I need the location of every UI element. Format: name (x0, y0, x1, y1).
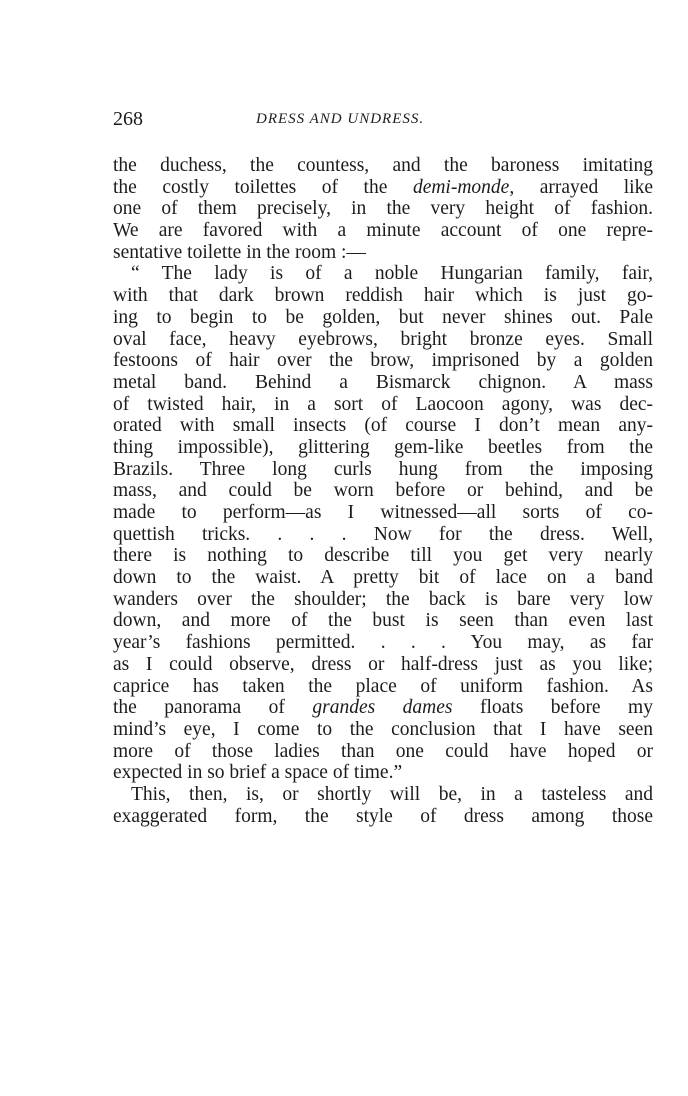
text-line (113, 480, 653, 502)
running-header (113, 108, 653, 134)
italic-text: grandes dames (312, 697, 453, 719)
text-segment: quettish tricks. . . . Now for the dress. Well, (113, 523, 653, 545)
text-line (113, 806, 653, 828)
text-segment: one of them precisely, in the very height of fashion. (113, 198, 653, 220)
text-segment: sentative toilette in the room :— (113, 241, 366, 263)
text-segment: with that dark brown reddish hair which is just go- (113, 285, 653, 307)
text-segment: of twisted hair, in a sort of Laocoon agony, was dec- (113, 393, 653, 415)
text-segment: the costly toilettes of the (113, 176, 413, 198)
text-line (113, 437, 653, 459)
text-segment: made to perform—as I witnessed—all sorts of co- (113, 502, 653, 523)
text-segment: as I could observe, dress or half-dress just as you like; (113, 653, 653, 675)
text-line (113, 632, 653, 654)
text-line (113, 676, 653, 698)
text-segment: festoons of hair over the brow, imprisoned by a golden (113, 350, 653, 372)
text-line (113, 394, 653, 416)
text-line (113, 567, 653, 589)
text-line (113, 415, 653, 437)
text-line (113, 545, 653, 567)
text-segment: orated with small insects (of course I don’t mean any- (113, 415, 653, 437)
text-line (113, 350, 653, 372)
text-segment: down, and more of the bust is seen than even last (113, 610, 653, 632)
text-line (113, 307, 653, 329)
text-segment: This, then, is, or shortly will be, in a tasteless and (131, 783, 653, 805)
text-segment: Brazils. Three long curls hung from the imposing (113, 458, 653, 480)
text-segment: expected in so brief a space of time.” (113, 762, 403, 784)
text-segment: the duchess, the countess, and the baroness imitating (113, 155, 653, 176)
text-segment: , arrayed like (509, 176, 653, 198)
text-line (113, 762, 653, 784)
text-line (113, 285, 653, 307)
italic-text: demi-monde (412, 176, 510, 198)
text-line (113, 784, 653, 806)
text-line (113, 741, 653, 763)
text-segment: mind’s eye, I come to the conclusion that I have seen (113, 718, 653, 740)
text-line (113, 610, 653, 632)
text-line (113, 459, 653, 481)
text-segment: metal band. Behind a Bismarck chignon. A mass (113, 371, 653, 393)
text-line (113, 697, 653, 719)
text-segment: exaggerated form, the style of dress among those (113, 805, 653, 827)
body-text (113, 155, 653, 827)
text-line (113, 220, 653, 242)
text-line (113, 654, 653, 676)
text-segment: the panorama of (113, 697, 313, 719)
running-title: DRESS AND UNDRESS. (256, 111, 425, 127)
text-segment: down to the waist. A pretty bit of lace on a band (113, 567, 653, 589)
page-number: 268 (113, 108, 143, 130)
text-line (113, 589, 653, 611)
text-segment: year’s fashions permitted. . . . You may, as far (113, 632, 653, 654)
text-line (113, 329, 653, 351)
text-line (113, 155, 653, 177)
text-line (113, 502, 653, 524)
text-segment: “ The lady is of a noble Hungarian family, fair, (131, 263, 653, 285)
text-line (113, 524, 653, 546)
text-segment: more of those ladies than one could have hoped or (113, 740, 653, 762)
text-segment: ing to begin to be golden, but never shines out. Pale (113, 306, 653, 328)
text-segment: oval face, heavy eyebrows, bright bronze eyes. Small (113, 328, 653, 350)
text-segment: mass, and could be worn before or behind, and be (113, 480, 653, 502)
text-segment: thing impossible), glittering gem-like beetles from the (113, 436, 653, 458)
text-line (113, 177, 653, 199)
text-line (113, 372, 653, 394)
text-line (113, 242, 653, 264)
text-segment: wanders over the shoulder; the back is bare very low (113, 588, 653, 610)
text-segment: there is nothing to describe till you get very nearly (113, 545, 653, 567)
text-segment: caprice has taken the place of uniform fashion. As (113, 675, 653, 697)
text-line (113, 198, 653, 220)
text-line (113, 263, 653, 285)
text-line (113, 719, 653, 741)
text-segment: floats before my (452, 697, 653, 719)
text-segment: We are favored with a minute account of one repre- (113, 220, 653, 242)
